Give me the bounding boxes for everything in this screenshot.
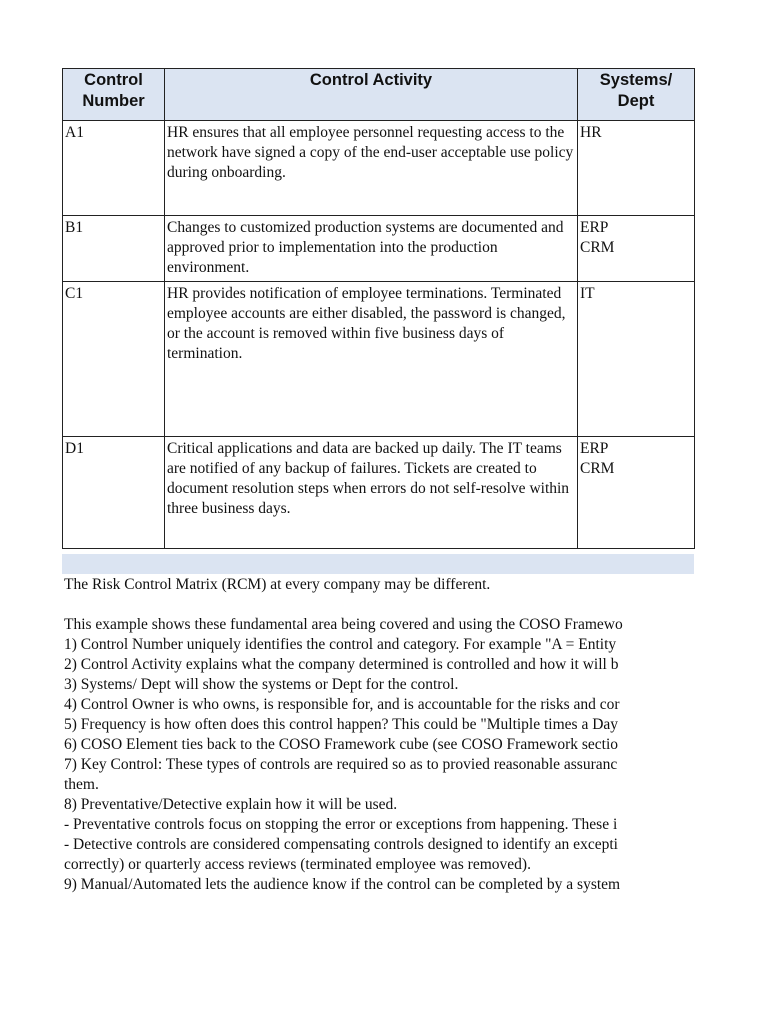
systems-dept-cell <box>578 437 695 549</box>
notes-line: 1) Control Number uniquely identifies the control and category. For example "A = Entity <box>64 636 617 653</box>
header-control-activity: Control Activity <box>165 69 578 121</box>
system-label: CRM <box>580 460 615 477</box>
notes-spacer <box>64 595 694 615</box>
systems-dept-cell <box>578 216 695 282</box>
control-number-cell: C1 <box>63 282 165 437</box>
notes-line: 4) Control Owner is who owns, is responsible for, and is accountable for the risks and cor <box>64 696 620 713</box>
systems-dept-cell <box>578 121 695 216</box>
risk-control-matrix-table <box>62 68 695 549</box>
highlighted-empty-row <box>62 554 694 574</box>
table-row <box>63 121 695 216</box>
control-number-cell: B1 <box>63 216 165 282</box>
system-label: ERP <box>580 440 609 457</box>
header-control-number: Control Number <box>63 69 165 121</box>
system-label: IT <box>580 285 595 302</box>
rcm-notes <box>64 575 694 895</box>
notes-line: 2) Control Activity explains what the company determined is controlled and how it will b <box>64 656 619 673</box>
control-activity-cell: HR ensures that all employee personnel requesting access to the network have signed a copy of the end-user acceptable use policy during onboarding. <box>165 121 578 216</box>
notes-line: 8) Preventative/Detective explain how it will be used. <box>64 796 398 813</box>
notes-line: - Preventative controls focus on stopping the error or exceptions from happening. These i <box>64 816 618 833</box>
notes-line: This example shows these fundamental area being covered and using the COSO Framewo <box>64 616 623 633</box>
notes-line: 7) Key Control: These types of controls are required so as to provied reasonable assuranc <box>64 756 618 773</box>
control-number-cell: A1 <box>63 121 165 216</box>
notes-line: 5) Frequency is how often does this control happen? This could be "Multiple times a Day <box>64 716 619 733</box>
system-label: HR <box>580 124 602 141</box>
notes-line: correctly) or quarterly access reviews (terminated employee was removed). <box>64 856 531 873</box>
systems-dept-cell <box>578 282 695 437</box>
notes-intro: The Risk Control Matrix (RCM) at every company may be different. <box>64 576 491 593</box>
control-activity-cell: HR provides notification of employee terminations. Terminated employee accounts are either disabled, the password is changed, or the account is removed within five business days of termination. <box>165 282 578 437</box>
table-header-row <box>63 69 695 121</box>
table-row <box>63 282 695 437</box>
control-activity-cell: Critical applications and data are backed up daily. The IT teams are notified of any backup of failures. Tickets are created to document resolution steps when errors do not self-resolve within three business days. <box>165 437 578 549</box>
table-row <box>63 437 695 549</box>
system-label: CRM <box>580 239 615 256</box>
notes-line: 3) Systems/ Dept will show the systems or Dept for the control. <box>64 676 459 693</box>
control-activity-cell: Changes to customized production systems are documented and approved prior to implementation into the production environment. <box>165 216 578 282</box>
header-systems-dept: Systems/ Dept <box>578 69 695 121</box>
notes-line: 6) COSO Element ties back to the COSO Framework cube (see COSO Framework sectio <box>64 736 619 753</box>
control-number-cell: D1 <box>63 437 165 549</box>
system-label: ERP <box>580 219 609 236</box>
table-row <box>63 216 695 282</box>
notes-line: 9) Manual/Automated lets the audience know if the control can be completed by a system <box>64 876 621 893</box>
notes-line: - Detective controls are considered compensating controls designed to identify an excepti <box>64 836 618 853</box>
notes-line: them. <box>64 776 99 793</box>
